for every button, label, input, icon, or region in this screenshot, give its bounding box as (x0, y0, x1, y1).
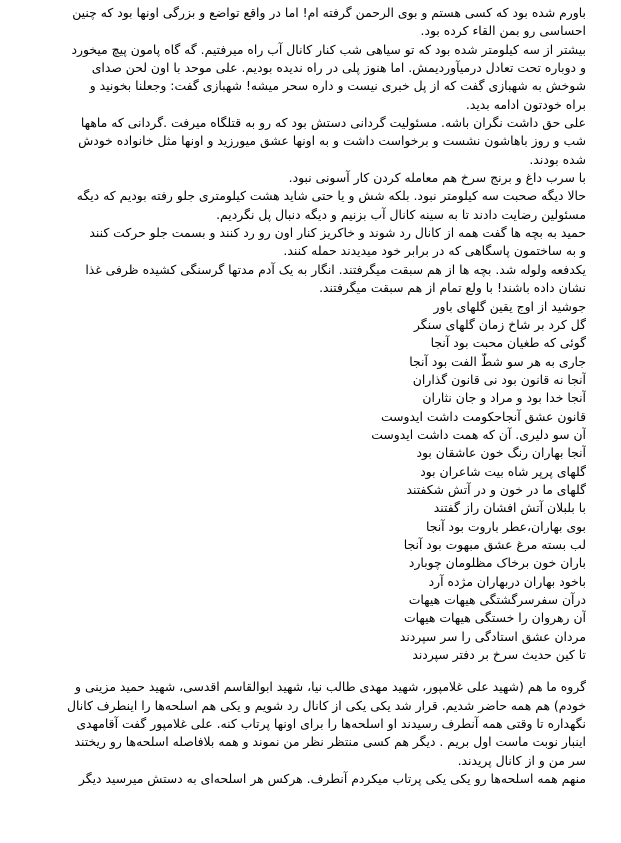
text-line: نشان داده باشند! با ولع تمام از هم سبقت میگرفتند. (319, 280, 586, 296)
text-line: بیشتر از سه کیلومتر شده بود که تو سیاهی شب کنار کانال آب راه میرفتیم. گه گاه پامون پیچ میخورد (71, 41, 586, 57)
closing-paragraphs (38, 678, 586, 788)
text-line: گروه ما هم (شهید علی غلامپور، شهید مهدی طالب نیا، شهید ابوالقاسم اقدسی، شهید حمید مزینی و (75, 679, 586, 695)
text-line: شوخش به شهبازی گفت که از پل خبری نیست و داره سحر میشه! شهبازی گفت: وجعلنا بخونید و (89, 78, 586, 94)
poem-line: تا کین حدیث سرخ بر دفتر سپردند (412, 647, 586, 663)
text-line: منهم همه اسلحه‌ها رو یکی یکی پرتاب میکردم آنطرف. هرکس هر اسلحه‌ای به دستش میرسید دیگر (78, 771, 586, 787)
poem-line: باران خون برخاک مظلومان چوبارد (408, 555, 586, 571)
text-line: حالا دیگه صحبت سه کیلومتر نبود. بلکه شش و یا حتی شاید هشت کیلومتری جلو رفته بودیم که دیگه (76, 188, 586, 204)
poem-line: گوئی که طغیان محبت بود آنجا (430, 335, 586, 351)
text-line: شده بودند. (529, 151, 586, 167)
text-line: حمید به بچه ها گفت همه از کانال رد شوند و خاکریز کنار اون رو رد کنند و بسمت جلو حرکت کنند (89, 225, 586, 241)
text-line: اینبار نوبت ماست اول بریم . دیگر هم کسی منتظر نظر من نموند و همه بلافاصله اسلحه‌ها رو ریختند (74, 734, 586, 750)
poem-line: جاری به هر سو شطّ الفت بود آنجا (409, 353, 586, 369)
poem-line: بوی بهاران،عطر باروت بود آنجا (425, 518, 586, 534)
poem-line: درآن سفرسرگشتگی هیهات هیهات (408, 592, 586, 607)
poem-line: گل کرد بر شاخ زمان گلهای سنگر (413, 316, 586, 332)
poem-line: با بلبلان آتش افشان راز گفتند (433, 500, 586, 516)
text-line: مسئولین رضایت دادند تا به سینه کانال آب بزنیم و دیگه دنبال پل نگردیم. (216, 206, 586, 222)
poem-line: آنجا نه قانون بود نی قانون گذاران (412, 371, 586, 387)
poem-line: قانون عشق آنجاحکومت داشت ایدوست (381, 408, 586, 424)
poem-line: آن رهروان را خستگی هیهات هیهات (403, 610, 586, 626)
poem-line: باخود بهاران دربهاران مژده آرد (428, 573, 586, 589)
poem-line: آنجا خدا بود و مراد و جان نثاران (422, 390, 586, 406)
poem-line: آنجا بهاران رنگ خون عاشقان بود (416, 445, 586, 461)
text-line: علی حق داشت نگران باشه. مسئولیت گردانی دستش بود که رو به قتلگاه میرفت .گردانی که ماهها (80, 115, 586, 131)
poem (38, 298, 586, 665)
poem-line: جوشید از اوج یقین گلهای باور (433, 298, 586, 314)
text-line: شب و روز باهاشون نشست و برخواست داشت و به اونها عشق میورزید و اونها مثل خانواده خودش (78, 133, 586, 149)
text-line: احساسی رو بمن القاء کرده بود. (420, 23, 586, 39)
poem-line: لب بسته مرغ عشق مبهوت بود آنجا (403, 536, 586, 552)
text-line: و به ساختمون پاسگاهی که در برابر خود میدیدند حمله کنند. (283, 243, 586, 259)
text-line: و دوباره تحت تعادل درمیآوردیمش. اما هنوز پلی در راه ندیده بودیم. علی موحد با اون لحن صدای (91, 60, 586, 76)
poem-line: مردان عشق استادگی را سر سپردند (399, 628, 586, 644)
text-line: براه خودتون ادامه بدید. (465, 96, 586, 112)
text-line: سر من و از کانال پریدند. (457, 752, 586, 768)
document-body (38, 4, 586, 788)
text-line: باورم شده بود که کسی هستم و بوی الرحمن گرفته ام! اما در واقع تواضع و بزرگی اونها بود که چنین (72, 5, 586, 20)
text-line: یکدفعه ولوله شد. بچه ها از هم سبقت میگرفتند. انگار به یک آدم مدتها گرسنگی کشیده ظرفی غذا (85, 261, 586, 277)
poem-line: گلهای پرپر شاه بیت شاعران بود (420, 463, 586, 479)
text-line: خودم) هم همه حاضر شدیم. قرار شد یکی یکی از کانال رد شویم و یکی هم اسلحه‌ها را اینطرف کانال (66, 697, 586, 713)
text-line: نگهداره تا وقتی همه آنطرف رسیدند او اسلحه‌ها را برای اونها پرتاب کنه. علی غلامپور گفت آقامهدی (76, 716, 586, 732)
poem-line: گلهای ما در خون و در آتش شکفتند (406, 481, 586, 497)
paragraph-gap (38, 664, 586, 678)
intro-paragraphs (38, 4, 586, 298)
text-line: با سرب داغ و برنج سرخ هم معامله کردن کار آسونی نبود. (288, 170, 586, 186)
poem-line: آن سو دلیری. آن که همت داشت ایدوست (371, 426, 586, 442)
